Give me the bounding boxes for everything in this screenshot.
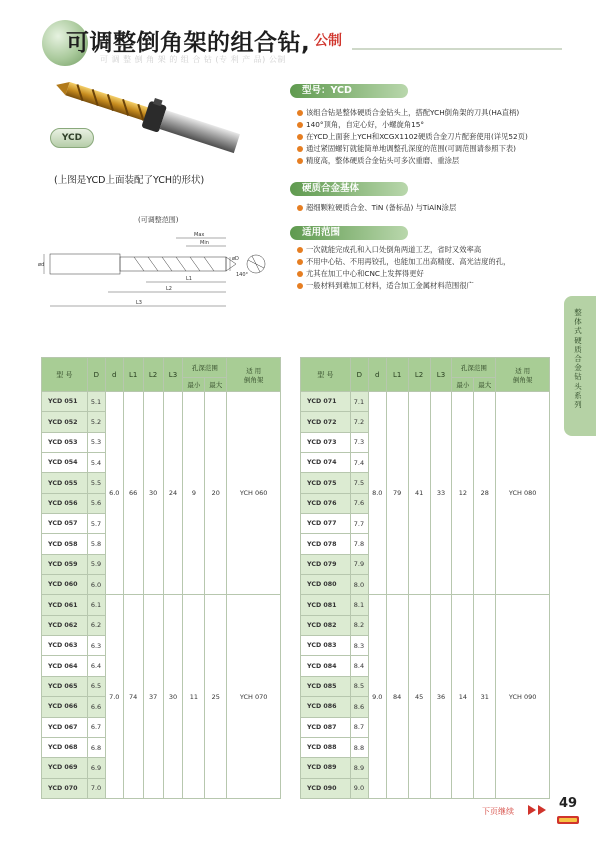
drill-product-image — [40, 74, 250, 164]
diameter-cell: 6.1 — [87, 595, 105, 615]
l2-cell: 37 — [143, 595, 163, 798]
col-header-min: 最小 — [183, 378, 205, 392]
col-header-d: d — [368, 358, 386, 392]
col-header-d: d — [105, 358, 123, 392]
diameter-cell: 8.6 — [350, 697, 368, 717]
model-cell: YCD 069 — [42, 758, 88, 778]
diameter-cell: 6.5 — [87, 676, 105, 696]
diameter-cell: 5.2 — [87, 412, 105, 432]
col-header-model: 型 号 — [301, 358, 351, 392]
drawing-label-l2: L2 — [166, 286, 172, 292]
diameter-cell: 7.1 — [350, 392, 368, 412]
scope-section-header: 适用范围 — [290, 226, 408, 240]
diameter-cell: 7.8 — [350, 534, 368, 554]
diameter-cell: 5.3 — [87, 432, 105, 452]
shank-d-cell: 6.0 — [105, 392, 123, 595]
table-row — [42, 392, 281, 412]
col-header-l3: L3 — [430, 358, 452, 392]
model-cell: YCD 071 — [301, 392, 351, 412]
max-depth-cell: 20 — [205, 392, 227, 595]
model-cell: YCD 059 — [42, 554, 88, 574]
diameter-cell: 7.2 — [350, 412, 368, 432]
l3-cell: 33 — [430, 392, 452, 595]
bullet-icon — [297, 110, 303, 116]
max-depth-cell: 28 — [474, 392, 496, 595]
table-row — [301, 595, 550, 615]
holder-cell: YCH 080 — [496, 392, 550, 595]
model-cell: YCD 079 — [301, 554, 351, 574]
model-cell: YCD 057 — [42, 514, 88, 534]
model-cell: YCD 058 — [42, 534, 88, 554]
drawing-caption: (可调整范围) — [138, 216, 179, 224]
col-header-min: 最小 — [452, 378, 474, 392]
diameter-cell: 6.9 — [87, 758, 105, 778]
holder-cell: YCH 070 — [227, 595, 281, 798]
scope-bullet: 一次就能完成孔和入口处倒角两道工艺，省时又效率高 — [297, 245, 481, 255]
l2-cell: 41 — [408, 392, 430, 595]
diameter-cell: 9.0 — [350, 778, 368, 798]
max-depth-cell: 31 — [474, 595, 496, 798]
col-header-l1: L1 — [386, 358, 408, 392]
col-header-l2: L2 — [408, 358, 430, 392]
diameter-cell: 8.1 — [350, 595, 368, 615]
l1-cell: 66 — [123, 392, 143, 595]
diameter-cell: 6.8 — [87, 737, 105, 757]
diameter-cell: 7.0 — [87, 778, 105, 798]
diameter-cell: 5.1 — [87, 392, 105, 412]
diameter-cell: 5.4 — [87, 453, 105, 473]
holder-cell: YCH 090 — [496, 595, 550, 798]
model-cell: YCD 090 — [301, 778, 351, 798]
model-bullet: 通过紧固螺钉就能简单地调整孔深度的范围(可调范围请参照下表) — [297, 144, 516, 154]
model-cell: YCD 064 — [42, 656, 88, 676]
l1-cell: 74 — [123, 595, 143, 798]
model-bullet: 精度高，整体硬质合金钻头可多次重磨、重涂层 — [297, 156, 459, 166]
max-depth-cell: 25 — [205, 595, 227, 798]
diameter-cell: 8.3 — [350, 636, 368, 656]
diameter-cell: 5.5 — [87, 473, 105, 493]
l2-cell: 30 — [143, 392, 163, 595]
col-header-model: 型 号 — [42, 358, 88, 392]
min-depth-cell: 12 — [452, 392, 474, 595]
model-bullet: 在YCD上面套上YCH和XCGX1102硬质合金刀片配套使用(详见52页) — [297, 132, 528, 142]
col-header-l1: L1 — [123, 358, 143, 392]
diameter-cell: 7.7 — [350, 514, 368, 534]
model-cell: YCD 087 — [301, 717, 351, 737]
model-bullet: 该组合钻是整体硬质合金钻头上，搭配YCH倒角架的刀具(HA直柄) — [297, 108, 519, 118]
model-cell: YCD 089 — [301, 758, 351, 778]
continue-arrows-icon — [526, 804, 550, 816]
model-cell: YCD 082 — [301, 615, 351, 635]
model-cell: YCD 054 — [42, 453, 88, 473]
model-cell: YCD 062 — [42, 615, 88, 635]
diameter-cell: 6.6 — [87, 697, 105, 717]
scope-bullet: 尤其在加工中心和CNC上发挥得更好 — [297, 269, 424, 279]
bullet-icon — [297, 205, 303, 211]
model-cell: YCD 084 — [301, 656, 351, 676]
material-bullet: 超细颗粒硬质合金、TiN (备标品) 与TiAlN涂层 — [297, 203, 456, 213]
table-row — [301, 392, 550, 412]
bullet-icon — [297, 122, 303, 128]
l3-cell: 30 — [163, 595, 183, 798]
diameter-cell: 7.3 — [350, 432, 368, 452]
diameter-cell: 8.0 — [350, 575, 368, 595]
col-header-range: 孔深范围 — [183, 358, 227, 378]
col-header-D: D — [87, 358, 105, 392]
diameter-cell: 6.2 — [87, 615, 105, 635]
drawing-label-l3: L3 — [136, 300, 142, 306]
bullet-icon — [297, 283, 303, 289]
diameter-cell: 8.8 — [350, 737, 368, 757]
diameter-cell: 7.9 — [350, 554, 368, 574]
model-cell: YCD 077 — [301, 514, 351, 534]
diameter-cell: 6.3 — [87, 636, 105, 656]
next-page-label: 下页继续 — [482, 807, 514, 816]
drawing-label-angle: 140° — [236, 272, 249, 278]
min-depth-cell: 9 — [183, 392, 205, 595]
l3-cell: 36 — [430, 595, 452, 798]
shank-d-cell: 8.0 — [368, 392, 386, 595]
model-cell: YCD 070 — [42, 778, 88, 798]
scope-bullet: 不用中心钻、不用再铰孔，也能加工出高精度、高光洁度的孔， — [297, 257, 510, 267]
col-header-l2: L2 — [143, 358, 163, 392]
min-depth-cell: 11 — [183, 595, 205, 798]
col-header-holder: 适 用 倒角架 — [496, 358, 550, 392]
model-cell: YCD 056 — [42, 493, 88, 513]
model-cell: YCD 061 — [42, 595, 88, 615]
l2-cell: 45 — [408, 595, 430, 798]
model-badge: YCD — [50, 128, 94, 148]
diameter-cell: 5.9 — [87, 554, 105, 574]
model-cell: YCD 051 — [42, 392, 88, 412]
diameter-cell: 6.4 — [87, 656, 105, 676]
col-header-max: 最大 — [205, 378, 227, 392]
bullet-icon — [297, 259, 303, 265]
col-header-max: 最大 — [474, 378, 496, 392]
col-header-l3: L3 — [163, 358, 183, 392]
model-cell: YCD 085 — [301, 676, 351, 696]
model-cell: YCD 063 — [42, 636, 88, 656]
model-cell: YCD 072 — [301, 412, 351, 432]
page-title: 可调整倒角架的组合钻, — [66, 30, 311, 56]
diameter-cell: 6.7 — [87, 717, 105, 737]
model-cell: YCD 052 — [42, 412, 88, 432]
scope-bullet: 一般材料到难加工材料，适合加工金属材料范围很广 — [297, 281, 474, 291]
bullet-icon — [297, 271, 303, 277]
drawing-label-max: Max — [194, 232, 205, 238]
material-section-header: 硬质合金基体 — [290, 182, 408, 196]
model-cell: YCD 065 — [42, 676, 88, 696]
spec-table-right — [300, 357, 550, 799]
drawing-label-l1: L1 — [186, 276, 192, 282]
model-bullet: 140°顶角，自定心好，小螺旋角15° — [297, 120, 424, 130]
diameter-cell: 7.5 — [350, 473, 368, 493]
spec-table-left — [41, 357, 281, 799]
holder-cell: YCH 060 — [227, 392, 281, 595]
model-cell: YCD 060 — [42, 575, 88, 595]
brand-logo-icon — [556, 814, 580, 826]
diameter-cell: 7.4 — [350, 453, 368, 473]
header-rule — [352, 48, 562, 50]
drawing-label-d: ød — [38, 262, 45, 268]
min-depth-cell: 14 — [452, 595, 474, 798]
patent-label: 公制 — [314, 33, 342, 49]
diameter-cell: 8.2 — [350, 615, 368, 635]
page-subtitle: 可 调 整 倒 角 架 的 组 合 钻 (专 利 产 品) 公制 — [100, 55, 286, 64]
drawing-label-D: øD — [232, 256, 239, 262]
diameter-cell: 5.8 — [87, 534, 105, 554]
diameter-cell: 8.4 — [350, 656, 368, 676]
diameter-cell: 8.5 — [350, 676, 368, 696]
model-cell: YCD 080 — [301, 575, 351, 595]
col-header-holder: 适 用 倒角架 — [227, 358, 281, 392]
table-row — [42, 595, 281, 615]
technical-drawing — [36, 210, 280, 328]
image-caption: (上图是YCD上面装配了YCH的形状) — [54, 175, 205, 186]
model-cell: YCD 055 — [42, 473, 88, 493]
model-cell: YCD 075 — [301, 473, 351, 493]
model-cell: YCD 067 — [42, 717, 88, 737]
model-cell: YCD 068 — [42, 737, 88, 757]
model-cell: YCD 066 — [42, 697, 88, 717]
shank-d-cell: 7.0 — [105, 595, 123, 798]
shank-d-cell: 9.0 — [368, 595, 386, 798]
page-number: 49 — [559, 796, 578, 811]
bullet-icon — [297, 134, 303, 140]
model-cell: YCD 081 — [301, 595, 351, 615]
section-side-tab: 整体式硬质合金钻头系列 — [564, 296, 596, 436]
diameter-cell: 8.9 — [350, 758, 368, 778]
model-cell: YCD 086 — [301, 697, 351, 717]
model-section-header: 型号：YCD — [290, 84, 408, 98]
l3-cell: 24 — [163, 392, 183, 595]
model-cell: YCD 053 — [42, 432, 88, 452]
model-cell: YCD 073 — [301, 432, 351, 452]
model-cell: YCD 074 — [301, 453, 351, 473]
l1-cell: 79 — [386, 392, 408, 595]
col-header-range: 孔深范围 — [452, 358, 496, 378]
col-header-D: D — [350, 358, 368, 392]
model-cell: YCD 083 — [301, 636, 351, 656]
diameter-cell: 8.7 — [350, 717, 368, 737]
diameter-cell: 5.6 — [87, 493, 105, 513]
model-cell: YCD 088 — [301, 737, 351, 757]
drawing-label-min: Min — [200, 240, 209, 246]
diameter-cell: 6.0 — [87, 575, 105, 595]
diameter-cell: 5.7 — [87, 514, 105, 534]
bullet-icon — [297, 146, 303, 152]
l1-cell: 84 — [386, 595, 408, 798]
bullet-icon — [297, 247, 303, 253]
model-cell: YCD 076 — [301, 493, 351, 513]
model-cell: YCD 078 — [301, 534, 351, 554]
diameter-cell: 7.6 — [350, 493, 368, 513]
bullet-icon — [297, 158, 303, 164]
